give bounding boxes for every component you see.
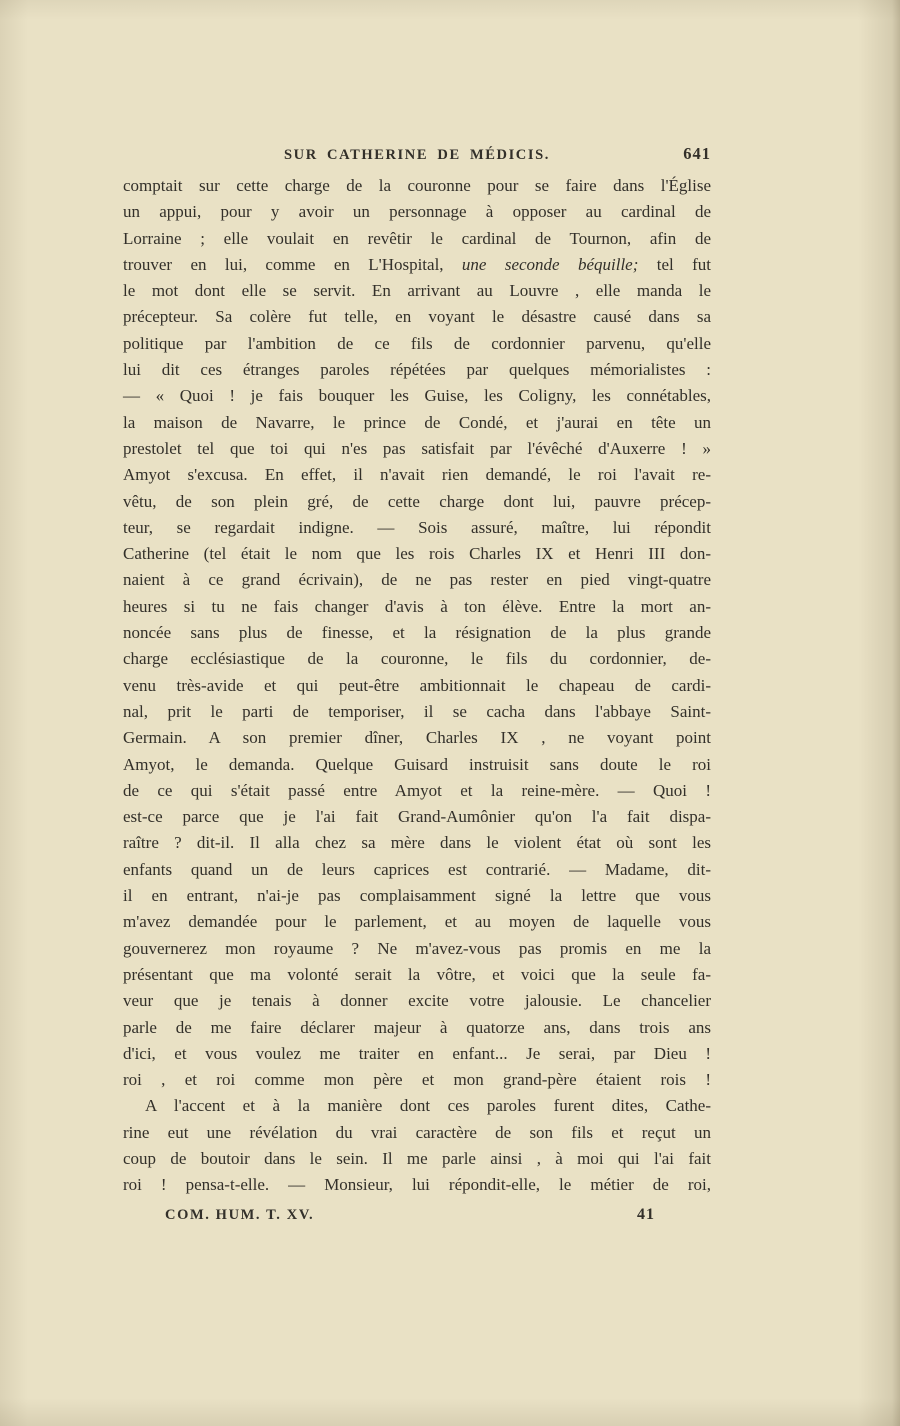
text-line: présentant que ma volonté serait la vôtre, et voici que la seule fa-: [123, 964, 711, 984]
text-line: précepteur. Sa colère fut telle, en voyant le désastre causé dans sa: [123, 307, 711, 327]
text-line: de ce qui s'était passé entre Amyot et la reine-mère. — Quoi !: [123, 780, 711, 800]
text-line: gouvernerez mon royaume ? Ne m'avez-vous pas promis en me la: [123, 938, 711, 958]
text-line: heures si tu ne fais changer d'avis à ton élève. Entre la mort an-: [123, 596, 711, 616]
text-line: nal, prit le parti de temporiser, il se cacha dans l'abbaye Saint-: [123, 701, 711, 721]
page-header: [123, 146, 711, 164]
text-line: venu très-avide et qui peut-être ambitionnait le chapeau de cardi-: [123, 675, 711, 695]
text-line: teur, se regardait indigne. — Sois assuré, maître, lui répondit: [123, 517, 711, 537]
text-line: Catherine (tel était le nom que les rois Charles IX et Henri III don-: [123, 544, 711, 564]
text-line: est-ce parce que je l'ai fait Grand-Aumônier qu'on l'a fait dispa-: [123, 807, 711, 827]
text-line: naient à ce grand écrivain), de ne pas rester en pied vingt-quatre: [123, 570, 711, 590]
text-line: coup de boutoir dans le sein. Il me parle ainsi , à moi qui l'ai fait: [123, 1148, 711, 1168]
text-line: roi ! pensa-t-elle. — Monsieur, lui répondit-elle, le métier de roi,: [123, 1175, 711, 1195]
text-line: trouver en lui, comme en L'Hospital, une seconde béquille; tel fut: [123, 254, 711, 274]
text-line: comptait sur cette charge de la couronne pour se faire dans l'Église: [123, 176, 711, 195]
text-line: A l'accent et à la manière dont ces paroles furent dites, Cathe-: [145, 1096, 711, 1116]
page-number: 641: [683, 144, 711, 163]
text-line: m'avez demandée pour le parlement, et au moyen de laquelle vous: [123, 912, 711, 932]
text-line: politique par l'ambition de ce fils de cordonnier parvenu, qu'elle: [123, 333, 711, 353]
text-line: lui dit ces étranges paroles répétées par quelques mémorialistes :: [123, 360, 711, 380]
text-line: veur que je tenais à donner excite votre jalousie. Le chancelier: [123, 991, 711, 1011]
text-line: Germain. A son premier dîner, Charles IX , ne voyant point: [123, 728, 711, 748]
text-line: d'ici, et vous voulez me traiter en enfant... Je serai, par Dieu !: [123, 1043, 711, 1063]
text-line: vêtu, de son plein gré, de cette charge dont lui, pauvre précep-: [123, 491, 711, 511]
text-line: le mot dont elle se servit. En arrivant au Louvre , elle manda le: [123, 281, 711, 301]
text-line: Amyot, le demanda. Quelque Guisard instruisit sans doute le roi: [123, 754, 711, 774]
body-text: [123, 173, 711, 1199]
text-line: charge ecclésiastique de la couronne, le fils du cordonnier, de-: [123, 649, 711, 669]
text-line: prestolet tel que toi qui n'es pas satisfait par l'évêché d'Auxerre ! »: [123, 438, 711, 458]
text-line: enfants quand un de leurs caprices est contrarié. — Madame, dit-: [123, 859, 711, 879]
volume-signature: COM. HUM. T. XV.: [165, 1207, 315, 1223]
text-line: roi , et roi comme mon père et mon grand-père étaient rois !: [123, 1070, 711, 1090]
page-footer: [123, 1207, 711, 1231]
running-title: SUR CATHERINE DE MÉDICIS.: [283, 147, 551, 163]
sheet-number: 41: [637, 1206, 655, 1223]
text-line: — « Quoi ! je fais bouquer les Guise, les Coligny, les connétables,: [123, 386, 711, 406]
text-line: parle de me faire déclarer majeur à quatorze ans, dans trois ans: [123, 1017, 711, 1037]
text-line: Amyot s'excusa. En effet, il n'avait rien demandé, le roi l'avait re-: [123, 465, 711, 485]
text-line: rine eut une révélation du vrai caractère de son fils et reçut un: [123, 1122, 711, 1142]
text-line: raître ? dit-il. Il alla chez sa mère dans le violent état où sont les: [123, 833, 711, 853]
text-line: Lorraine ; elle voulait en revêtir le cardinal de Tournon, afin de: [123, 228, 711, 248]
text-line: un appui, pour y avoir un personnage à opposer au cardinal de: [123, 202, 711, 222]
text-line: noncée sans plus de finesse, et la résignation de la plus grande: [123, 623, 711, 643]
text-line: la maison de Navarre, le prince de Condé, et j'aurai en tête un: [123, 412, 711, 432]
text-line: il en entrant, n'ai-je pas complaisamment signé la lettre que vous: [123, 886, 711, 906]
